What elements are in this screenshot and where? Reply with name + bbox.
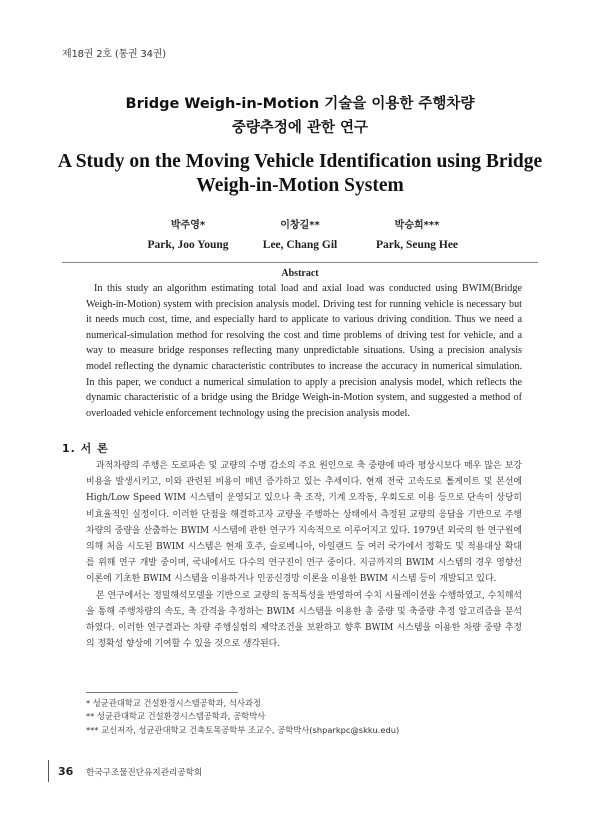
page-footer — [0, 760, 600, 790]
footnote-divider — [86, 692, 238, 693]
author-name-english: Lee, Chang Gil — [262, 239, 338, 251]
journal-name: 한국구조물진단유지관리공학회 — [86, 768, 203, 778]
footnote: * 성균관대학교 건설환경시스템공학과, 석사과정 — [86, 698, 261, 708]
abstract-heading: Abstract — [281, 268, 319, 279]
section-body — [86, 458, 522, 652]
body-paragraph: 과적차량의 주행은 도로파손 및 교량의 수명 감소의 주요 원인으로 축 중량에 따라 평상시보다 매우 많은 보강비용을 발생시키고, 이와 관련된 비용이 매년 증가하고 있는 추세이다. 현재 전국 고속도로 톨게이트 및 본선에 High/Low Speed WIM 시스템이 운영되고 있으나 축 조작, 기계 오작동, 우회도로 이용 등으로 단속이 상당히 비효율적인 실정이다. 이러한 단점을 해결하고자 교량을 주행하는 상태에서 측정된 교량의 응답을 기반으로 주행 차량의 중량을 산출하는 BWIM 시스템에 관한 연구가 지속적으로 이루어지고 있다. 1979년 외국의 한 연구원에 의해 처음 시도된 BWIM 시스템은 현재 호주, 슬로베니아, 아일랜드 등 여러 국가에서 정확도 및 적용대상 확대를 위해 연구 개발 중이며, 국내에서도 다수의 연구진이 연구 중이다. 지금까지의 BWIM 시스템의 경우 영향선 이론에 기초한 BWIM 시스템을 이용하거나 인공신경망 이론을 이용한 BWIM 시스템 등이 개발되고 있다. — [86, 461, 522, 585]
footnotes — [86, 697, 399, 737]
author-name-english: Park, Joo Young — [147, 239, 229, 251]
author-name-korean: 이창길** — [280, 220, 320, 231]
footer-bar — [48, 760, 49, 782]
english-title: A Study on the Moving Vehicle Identification using Bridge Weigh-in-Motion System — [57, 151, 543, 196]
page-number: 36 — [58, 765, 74, 778]
section-heading: 1. 서 론 — [62, 442, 109, 455]
author-3 — [342, 216, 492, 251]
footnote: *** 교신저자, 성균관대학교 건축토목공학부 조교수, 공학박사(shparkpc@skku.edu) — [86, 724, 400, 735]
author-name-english: Park, Seung Hee — [375, 239, 459, 251]
footnote: ** 성균관대학교 건설환경시스템공학과, 공학박사 — [86, 711, 266, 722]
korean-title: Bridge Weigh-in-Motion 기술을 이용한 주행차량 중량추정에 관한 연구 — [125, 96, 475, 136]
author-name-korean: 박승희*** — [394, 220, 440, 231]
body-paragraph: 본 연구에서는 정밀해석모델을 기반으로 교량의 동적특성을 반영하여 수치 시뮬레이션을 수행하였고, 수치해석을 통해 주행차량의 속도, 축 간격을 추정하는 BWIM 시스템을 이용한 총 중량 및 축중량 추정 알고리즘을 분석하였다. 이러한 연구결과는 차량 주행실험의 제약조건을 보완하고 향후 BWIM 시스템을 이용한 차량 중량 추정의 정확성 향상에 기여할 수 있을 것으로 생각된다. — [86, 590, 522, 650]
header-divider — [62, 262, 538, 263]
abstract-text: In this study an algorithm estimating total load and axial load was conducted using BWIM(Bridge Weigh-in-Motion) system with precision analysis model. Driving test for running vehicle is necessary but it needs much cost, time, and especially hard to applicate to various driving condition. Thus we need a numerical-simulation method for resolving the cost and time problems of driving test for vehicle, and a way to measure bridge responses reflecting many unpredictable situations. Using a precision analysis model reflecting the dynamic characteristic contributes to increase the accuracy in numerical simulation. In this paper, we conduct a numerical simulation to apply a precision analysis model, which reflects the dynamic characteristic of a bridge using the Bridge Weigh-in-Motion system, and suggested a method of overloaded vehicle enforcement technology using the precision analysis model. — [86, 283, 522, 419]
running-head: 제18권 2호 (통권 34권) — [62, 49, 166, 60]
author-name-korean: 박주영* — [170, 220, 206, 231]
